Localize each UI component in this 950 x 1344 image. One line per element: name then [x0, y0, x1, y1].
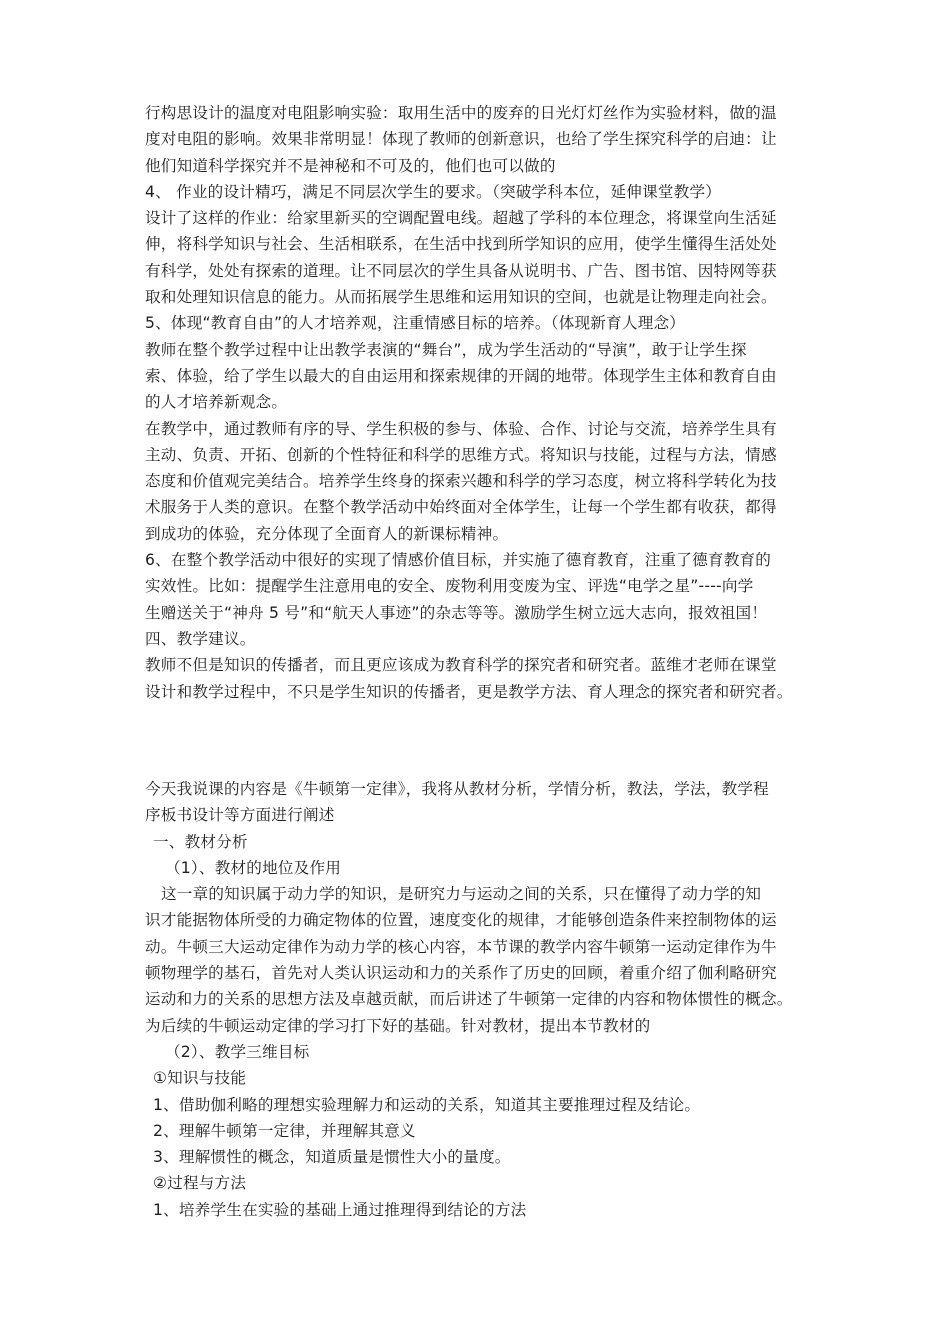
- paragraph-line: 到成功的体验，充分体现了全面育人的新课标精神。: [145, 524, 509, 543]
- objective-heading: ①知识与技能: [153, 1069, 247, 1088]
- paragraph-line: 动。牛顿三大运动定律作为动力学的核心内容，本节课的教学内容牛顿第一运动定律作为牛: [145, 937, 777, 956]
- paragraph-line: 生赠送关于“神舟 5 号”和“航天人事迹”的杂志等等。激励学生树立远大志向，报效祖国！: [145, 603, 768, 622]
- section-heading: 四、教学建议。: [145, 629, 256, 648]
- paragraph-line: 运动和力的关系的思想方法及卓越贡献，而后讲述了牛顿第一定律的内容和物体惯性的概念。: [145, 990, 793, 1009]
- paragraph-line: 设计了这样的作业：给家里新买的空调配置电线。超越了学科的本位理念，将课堂向生活延: [145, 209, 777, 228]
- numbered-heading: 4、 作业的设计精巧，满足不同层次学生的要求。（突破学科本位，延伸课堂教学）: [145, 182, 722, 201]
- paragraph-line: 为后续的牛顿运动定律的学习打下好的基础。针对教材，提出本节教材的: [145, 1016, 651, 1035]
- paragraph-line: 在教学中，通过教师有序的导、学生积极的参与、体验、合作、讨论与交流，培养学生具有: [145, 419, 777, 438]
- section-heading: 一、教材分析: [153, 832, 248, 851]
- objective-heading: ②过程与方法: [153, 1174, 247, 1193]
- intro-line: 序板书设计等方面进行阐述: [145, 806, 335, 825]
- objective-item: 1、借助伽利略的理想实验理解力和运动的关系，知道其主要推理过程及结论。: [153, 1095, 701, 1114]
- numbered-heading: 6、在整个教学活动中很好的实现了情感价值目标，并实施了德育教育，注重了德育教育的: [145, 551, 772, 570]
- paragraph-line: 这一章的知识属于动力学的知识，是研究力与运动之间的关系，只在懂得了动力学的知: [161, 885, 762, 904]
- paragraph-line: 有科学，处处有探索的道理。让不同层次的学生具备从说明书、广告、图书馆、因特网等获: [145, 261, 777, 280]
- objective-item: 1、培养学生在实验的基础上通过推理得到结论的方法: [153, 1200, 527, 1219]
- paragraph-line: 态度和价值观完美结合。培养学生终身的探索兴趣和科学的学习态度，树立将科学转化为技: [145, 472, 777, 491]
- objective-item: 2、理解牛顿第一定律，并理解其意义: [153, 1121, 416, 1140]
- lesson-talk-text-block: [145, 776, 825, 1223]
- paragraph-line: 顿物理学的基石，首先对人类认识运动和力的关系作了历史的回顾，着重介绍了伽利略研究: [145, 964, 777, 983]
- paragraph-line: 识才能据物体所受的力确定物体的位置，速度变化的规律，才能够创造条件来控制物体的运: [145, 911, 777, 930]
- paragraph-line: 教师不但是知识的传播者，而且更应该成为教育科学的探究者和研究者。蓝维才老师在课堂: [145, 656, 777, 675]
- paragraph-line: 索、体验，给了学生以最大的自由运用和探索规律的开阔的地带。体现学生主体和教育自由: [145, 366, 777, 385]
- evaluation-text-block: [145, 100, 825, 705]
- paragraph-line: 他们知道科学探究并不是神秘和不可及的，他们也可以做的: [145, 156, 556, 175]
- objective-item: 3、理解惯性的概念，知道质量是惯性大小的量度。: [153, 1148, 511, 1167]
- subsection-heading: （1）、教材的地位及作用: [165, 858, 342, 877]
- paragraph-line: 主动、负责、开拓、创新的个性特征和科学的思维方式。将知识与技能，过程与方法，情感: [145, 445, 777, 464]
- paragraph-line: 教师在整个教学过程中让出教学表演的“舞台”，成为学生活动的“导演”，敢于让学生探: [145, 340, 747, 359]
- paragraph-line: 度对电阻的影响。效果非常明显！体现了教师的创新意识，也给了学生探究科学的启迪：让: [145, 130, 777, 149]
- paragraph-line: 取和处理知识信息的能力。从而拓展学生思维和运用知识的空间，也就是让物理走向社会。: [145, 288, 777, 307]
- paragraph-line: 术服务于人类的意识。在整个教学活动中始终面对全体学生，让每一个学生都有收获，都得: [145, 498, 777, 517]
- intro-line: 今天我说课的内容是《牛顿第一定律》，我将从教材分析，学情分析，教法，学法，教学程: [145, 780, 769, 798]
- paragraph-line: 伸，将科学知识与社会、生活相联系，在生活中找到所学知识的应用，使学生懂得生活处处: [145, 235, 777, 254]
- paragraph-line: 实效性。比如：提醒学生注意用电的安全、废物利用变废为宝、评选“电学之星”----向学: [145, 577, 754, 596]
- paragraph-line: 的人才培养新观念。: [145, 393, 288, 412]
- paragraph-line: 行构思设计的温度对电阻影响实验：取用生活中的废弃的日光灯灯丝作为实验材料，做的温: [145, 104, 777, 122]
- paragraph-line: 设计和教学过程中，不只是学生知识的传播者，更是教学方法、育人理念的探究者和研究者。: [145, 682, 793, 701]
- numbered-heading: 5、体现“教育自由”的人才培养观，注重情感目标的培养。（体现新育人理念）: [145, 314, 686, 333]
- subsection-heading: （2）、教学三维目标: [165, 1042, 310, 1061]
